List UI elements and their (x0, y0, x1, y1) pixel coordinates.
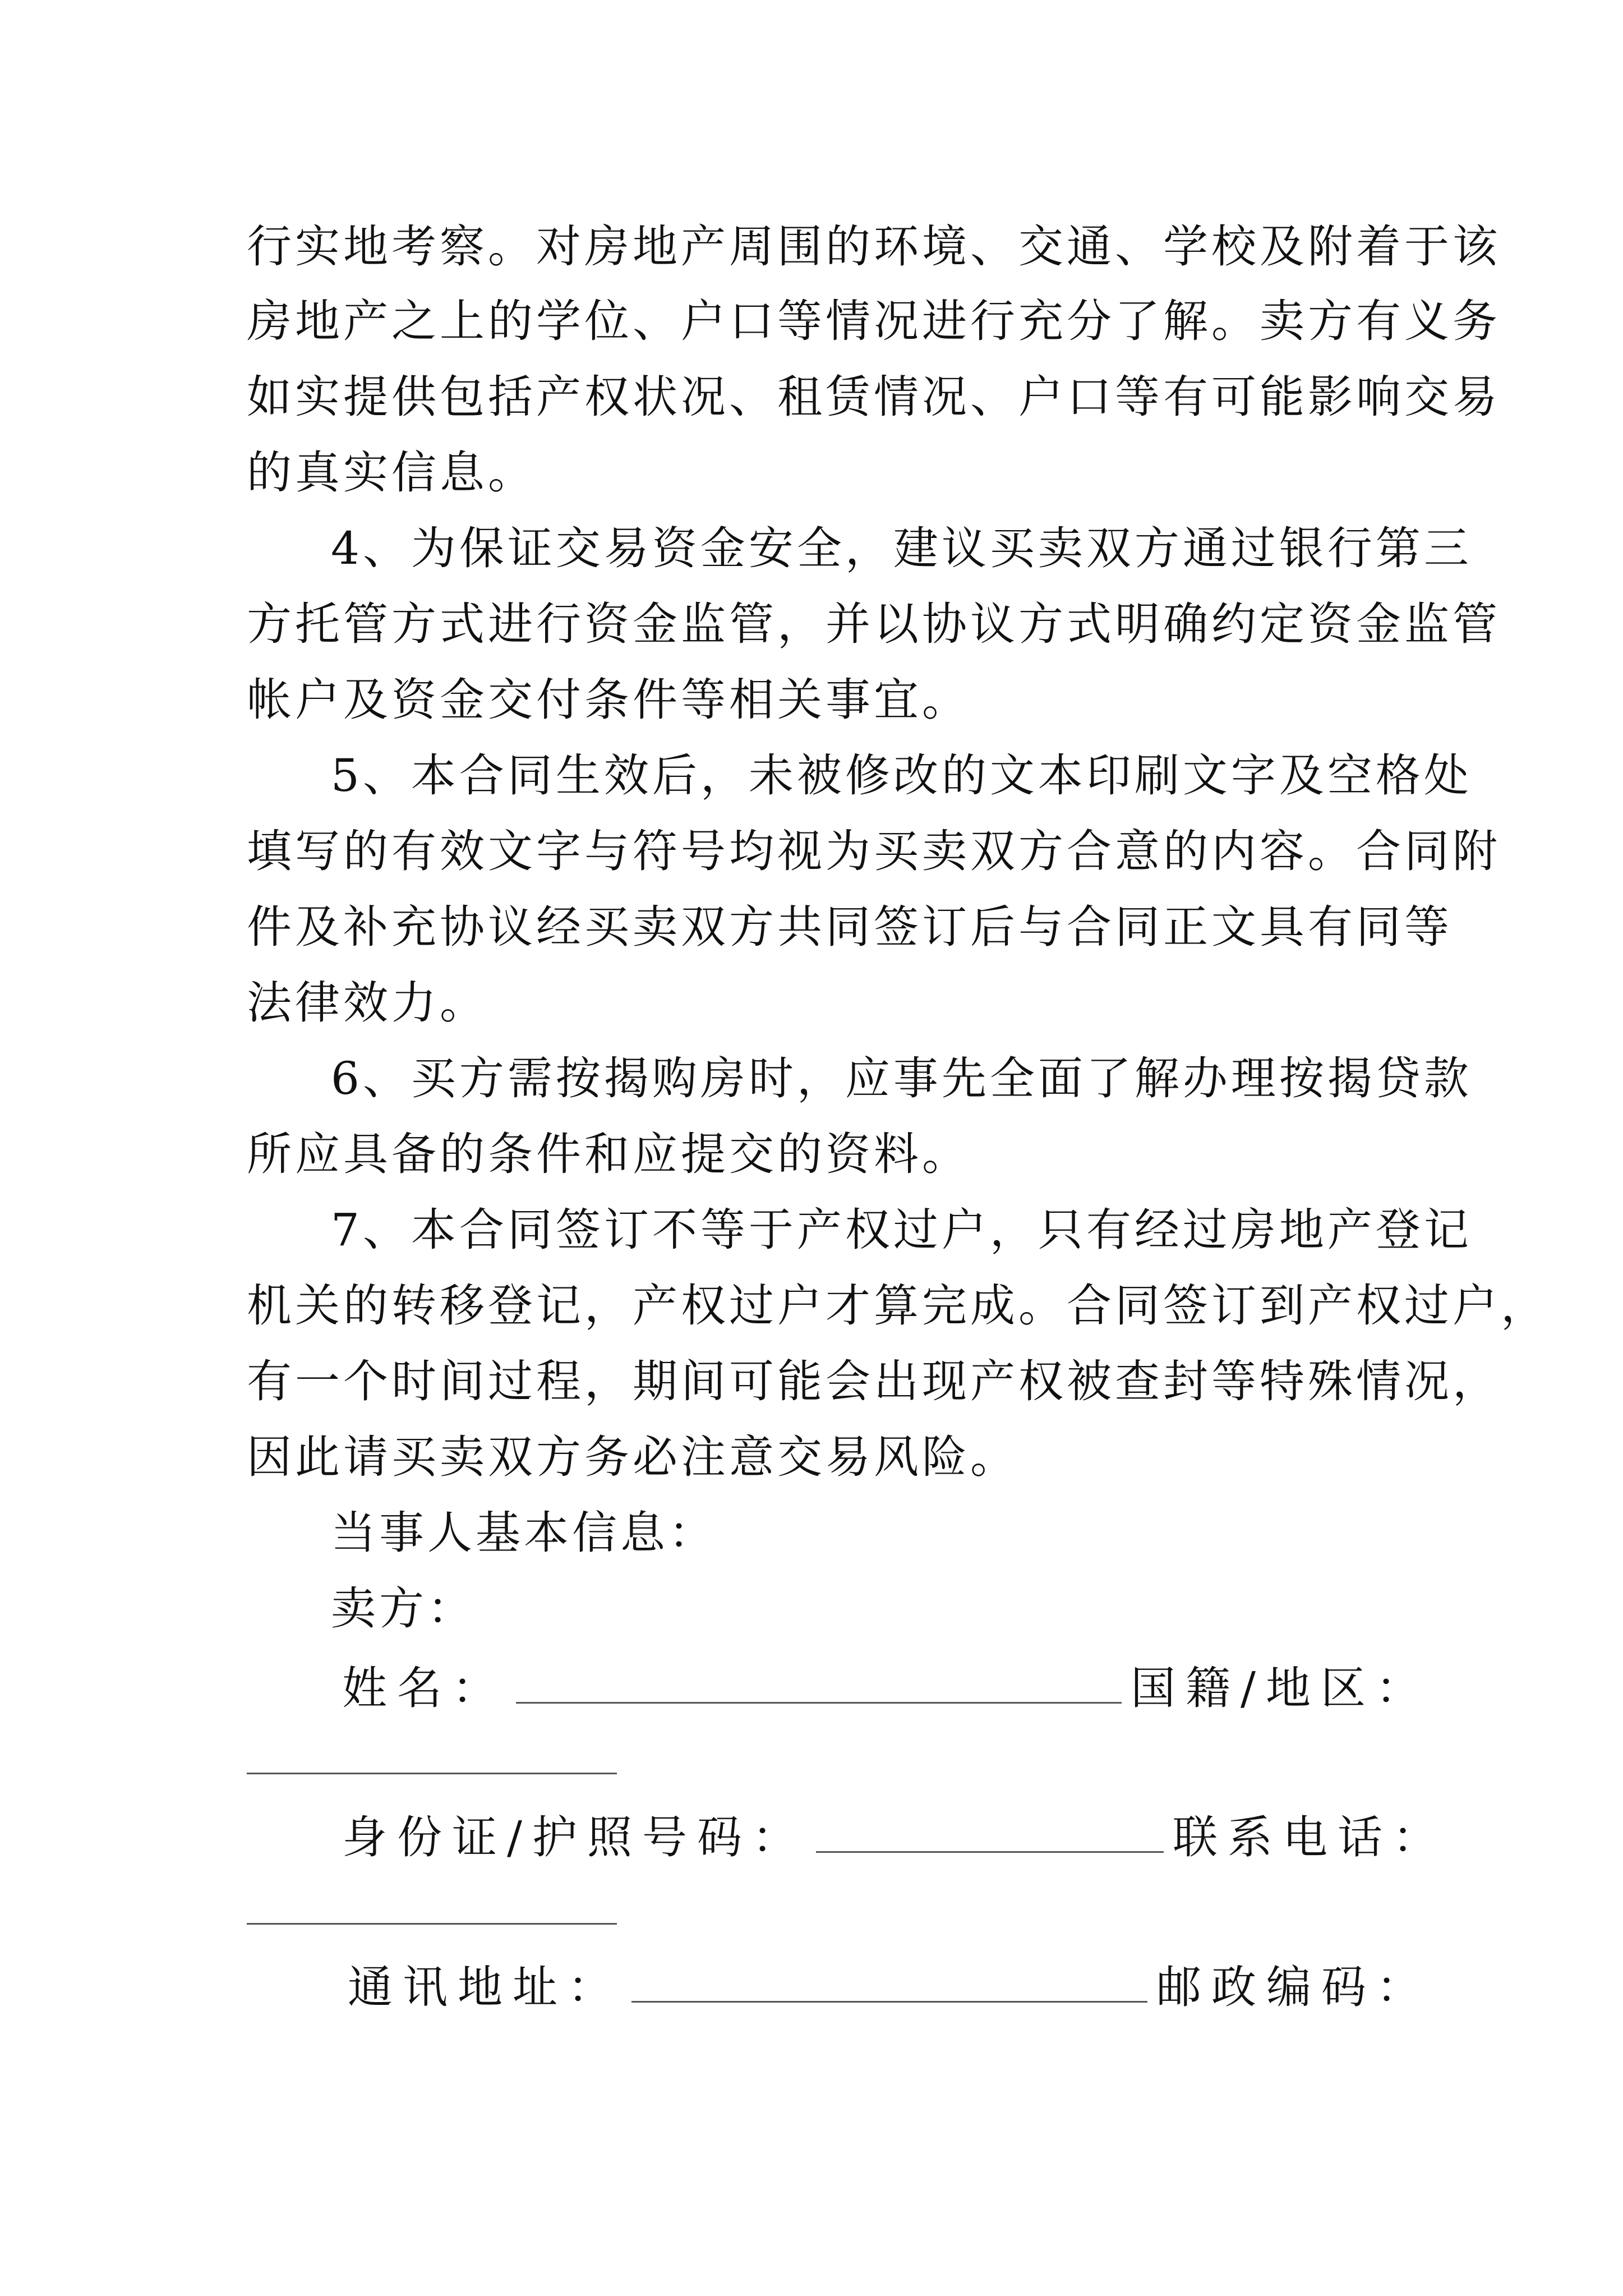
postcode-label: 邮政编码： (1156, 1961, 1431, 2013)
phone-label: 联系电话： (1172, 1811, 1447, 1864)
address-field-row (348, 1961, 1486, 2014)
text-line: 的真实信息。 (247, 447, 536, 499)
phone-blank[interactable] (247, 1923, 617, 1925)
text-line: 7、本合同签订不等于产权过户，只有经过房地产登记 (331, 1204, 1472, 1256)
id-field-row (342, 1811, 1481, 1865)
text-line: 房地产之上的学位、户口等情况进行充分了解。卖方有义务 (247, 295, 1501, 347)
party-info-heading: 当事人基本信息： (331, 1507, 717, 1559)
id-blank[interactable] (816, 1818, 1164, 1853)
id-label: 身份证/护照号码： (342, 1811, 807, 1864)
text-line: 填写的有效文字与符号均视为买卖双方合意的内容。合同附 (247, 825, 1501, 877)
text-line: 机关的转移登记，产权过户才算完成。合同签订到产权过户， (247, 1280, 1549, 1332)
text-line: 有一个时间过程，期间可能会出现产权被查封等特殊情况， (247, 1355, 1501, 1407)
address-blank[interactable] (631, 1967, 1147, 2003)
name-blank[interactable] (516, 1668, 1122, 1704)
nationality-label: 国籍/地区： (1131, 1662, 1431, 1714)
text-line: 方托管方式进行资金监管，并以协议方式明确约定资金监管 (247, 598, 1501, 650)
text-line: 法律效力。 (247, 977, 488, 1029)
nationality-blank[interactable] (247, 1773, 617, 1774)
text-line: 行实地考察。对房地产周围的环境、交通、学校及附着于该 (247, 220, 1501, 273)
seller-label: 卖方： (331, 1582, 476, 1635)
text-line: 如实提供包括产权状况、租赁情况、户口等有可能影响交易 (247, 371, 1501, 423)
text-line: 4、为保证交易资金安全，建议买卖双方通过银行第三 (331, 522, 1472, 574)
text-line: 5、本合同生效后，未被修改的文本印刷文字及空格处 (331, 749, 1472, 802)
text-line: 帐户及资金交付条件等相关事宜。 (247, 674, 970, 726)
text-line: 因此请买卖双方务必注意交易风险。 (247, 1431, 1018, 1483)
text-line: 所应具备的条件和应提交的资料。 (247, 1128, 970, 1180)
text-line: 6、买方需按揭购房时，应事先全面了解办理按揭贷款 (331, 1052, 1472, 1105)
address-label: 通讯地址： (348, 1961, 623, 2013)
name-label: 姓名： (342, 1662, 507, 1714)
text-line: 件及补充协议经买卖双方共同签订后与合同正文具有同等 (247, 901, 1453, 953)
name-field-row (342, 1662, 1481, 1715)
